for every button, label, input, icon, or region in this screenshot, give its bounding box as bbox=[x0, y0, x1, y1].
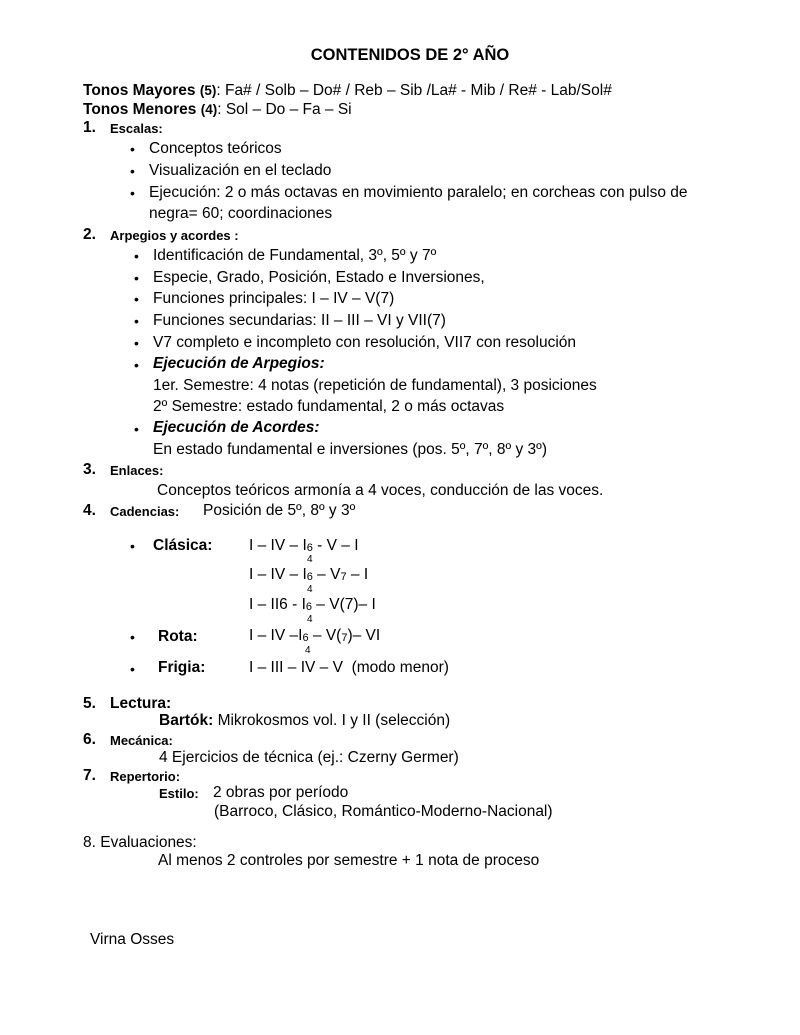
list-item: Visualización en el teclado bbox=[149, 162, 332, 179]
arpegios-line: 2º Semestre: estado fundamental, 2 o más octavas bbox=[153, 398, 505, 415]
repertorio-line: 2 obras por período bbox=[213, 784, 349, 801]
list-item: Funciones secundarias: II – III – VI y VII(7) bbox=[153, 312, 446, 329]
estilo-label: Estilo: bbox=[159, 786, 199, 801]
tonos-menores-value: : Sol – Do – Fa – Si bbox=[217, 101, 352, 118]
bullet-icon: • bbox=[130, 141, 135, 157]
inversion-figure: 4 bbox=[307, 584, 313, 595]
bullet-icon: • bbox=[134, 313, 139, 329]
tonos-mayores bbox=[83, 82, 612, 100]
bullet-icon: • bbox=[134, 291, 139, 307]
repertorio-line: (Barroco, Clásico, Romántico-Moderno-Nacional) bbox=[214, 803, 553, 820]
section-1-number: 1. bbox=[83, 119, 96, 136]
list-item: Ejecución: 2 o más octavas en movimiento paralelo; en corcheas con pulso de bbox=[149, 184, 688, 201]
acordes-line: En estado fundamental e inversiones (pos. 5º, 7º, 8º y 3º) bbox=[153, 441, 548, 458]
author-name: Virna Osses bbox=[90, 931, 175, 948]
section-3-number: 3. bbox=[83, 461, 96, 478]
tonos-menores bbox=[83, 101, 352, 119]
inversion-figure: 4 bbox=[307, 614, 313, 625]
inversion-figure: 4 bbox=[307, 554, 313, 565]
section-4-heading: Cadencias: bbox=[110, 504, 180, 519]
rota-label: Rota: bbox=[158, 628, 198, 645]
mecanica-line: 4 Ejercicios de técnica (ej.: Czerny Germer) bbox=[159, 749, 459, 766]
arpegios-line: 1er. Semestre: 4 notas (repetición de fundamental), 3 posiciones bbox=[153, 377, 597, 394]
tonos-mayores-value: : Fa# / Solb – Do# / Reb – Sib /La# - Mib / Re# - Lab/Sol# bbox=[216, 82, 612, 99]
bullet-icon: • bbox=[134, 335, 139, 351]
bullet-icon: • bbox=[134, 270, 139, 286]
bullet-icon: • bbox=[130, 629, 135, 645]
section-2-heading: Arpegios y acordes : bbox=[110, 228, 239, 243]
cadence-line: I – IV –I6 – V(7)– VI bbox=[249, 627, 381, 644]
bullet-icon: • bbox=[134, 248, 139, 264]
section-6-heading: Mecánica: bbox=[110, 733, 173, 748]
bullet-icon: • bbox=[130, 538, 135, 554]
section-8-heading: 8. Evaluaciones: bbox=[83, 834, 197, 851]
list-item: Funciones principales: I – IV – V(7) bbox=[153, 290, 395, 307]
list-item: Identificación de Fundamental, 3º, 5º y 7º bbox=[153, 247, 437, 264]
acordes-heading: Ejecución de Acordes: bbox=[153, 419, 320, 436]
enlaces-line: Conceptos teóricos armonía a 4 voces, conducción de las voces. bbox=[157, 482, 604, 499]
tonos-menores-label: Tonos Menores bbox=[83, 101, 197, 118]
evaluaciones-line: Al menos 2 controles por semestre + 1 nota de proceso bbox=[158, 852, 540, 869]
bullet-icon: • bbox=[130, 185, 135, 201]
arpegios-heading: Ejecución de Arpegios: bbox=[153, 355, 325, 372]
tonos-mayores-label: Tonos Mayores bbox=[83, 82, 196, 99]
section-4-number: 4. bbox=[83, 502, 96, 519]
section-6-number: 6. bbox=[83, 731, 96, 748]
cadence-line: I – IV – I6 – V7 – I bbox=[249, 566, 369, 583]
bullet-icon: • bbox=[130, 661, 135, 677]
cadence-line: I – III – IV – V (modo menor) bbox=[249, 659, 449, 676]
inversion-figure: 4 bbox=[305, 645, 311, 656]
tonos-menores-count: (4) bbox=[200, 102, 218, 117]
cadence-line: I – II6 - I6 – V(7)– I bbox=[249, 596, 376, 613]
section-5-heading: Lectura: bbox=[110, 695, 172, 712]
section-5-number: 5. bbox=[83, 695, 96, 712]
list-item-continuation: negra= 60; coordinaciones bbox=[149, 205, 333, 222]
cadence-line: I – IV – I6 - V – I bbox=[249, 537, 359, 554]
list-item: Especie, Grado, Posición, Estado e Inversiones, bbox=[153, 269, 485, 286]
page-title: CONTENIDOS DE 2° AÑO bbox=[310, 46, 510, 64]
section-3-heading: Enlaces: bbox=[110, 463, 164, 478]
section-2-number: 2. bbox=[83, 226, 96, 243]
bullet-icon: • bbox=[134, 421, 139, 437]
section-7-number: 7. bbox=[83, 767, 96, 784]
frigia-label: Frigia: bbox=[158, 659, 206, 676]
section-7-heading: Repertorio: bbox=[110, 769, 181, 784]
clasica-label: Clásica: bbox=[153, 537, 213, 554]
cadencias-position: Posición de 5º, 8º y 3º bbox=[203, 502, 356, 519]
section-1-heading: Escalas: bbox=[110, 121, 163, 136]
bullet-icon: • bbox=[134, 357, 139, 373]
bullet-icon: • bbox=[130, 163, 135, 179]
list-item: V7 completo e incompleto con resolución, VII7 con resolución bbox=[153, 334, 577, 351]
list-item: Conceptos teóricos bbox=[149, 140, 282, 157]
tonos-mayores-count: (5) bbox=[199, 83, 217, 98]
lectura-line: Bartók: Mikrokosmos vol. I y II (selección) bbox=[159, 712, 451, 729]
